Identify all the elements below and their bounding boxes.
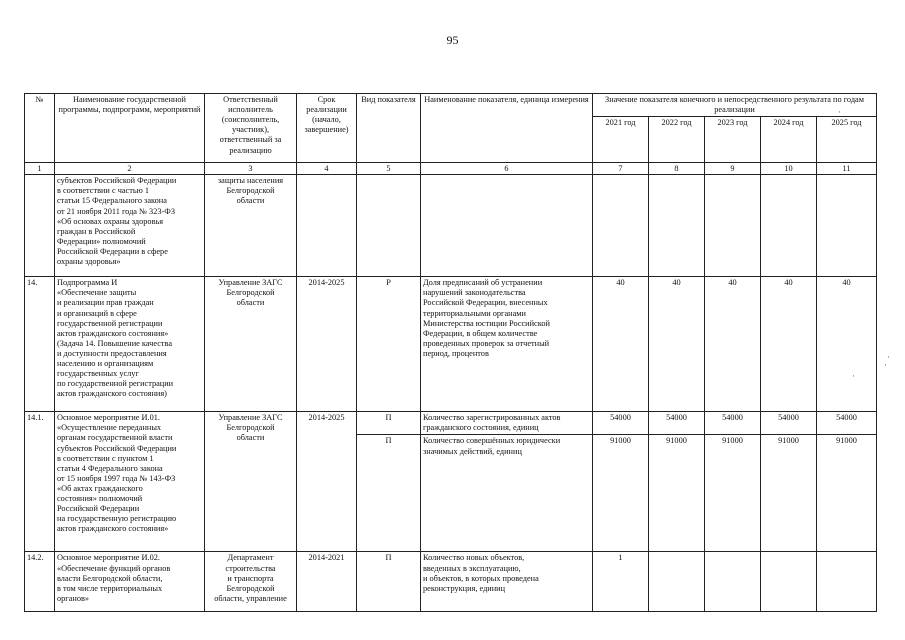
- column-number: 7: [593, 163, 649, 175]
- value-cell: 40: [817, 277, 877, 412]
- period-cell: 2014-2021: [297, 552, 357, 612]
- program-name-cell: Основное мероприятие И.02. «Обеспечение функций органов власти Белгородской области, в том числе территориальных органов»: [55, 552, 205, 612]
- indicator-table: [24, 93, 877, 612]
- responsible-cell: Управление ЗАГС Белгородской области: [205, 412, 297, 552]
- indicator-cell: Количество совершённых юридически значимых действий, единиц: [421, 435, 593, 552]
- value-cell: [593, 175, 649, 277]
- type-cell: Р: [357, 277, 421, 412]
- header-year-2023: 2023 год: [705, 117, 761, 163]
- value-cell: [649, 175, 705, 277]
- value-cell: [761, 175, 817, 277]
- indicator-cell: [421, 175, 593, 277]
- column-number: 5: [357, 163, 421, 175]
- type-cell: П: [357, 552, 421, 612]
- header-year-2022: 2022 год: [649, 117, 705, 163]
- margin-mark: ·: [838, 107, 841, 117]
- responsible-cell: Департамент строительства и транспорта Белгородской области, управление: [205, 552, 297, 612]
- column-number: 8: [649, 163, 705, 175]
- value-cell: 91000: [817, 435, 877, 552]
- subprogram-title: Подпрограмма И «Обеспечение защиты и реализации прав граждан и организаций в сфере государственной регистрации актов гражданского состояния»: [57, 278, 169, 338]
- header-values-group: Значение показателя конечного и непосредственного результата по годам реализации: [593, 94, 877, 117]
- column-number: 1: [25, 163, 55, 175]
- value-cell: [705, 175, 761, 277]
- indicator-cell: Количество новых объектов, введенных в эксплуатацию, и объектов, в которых проведена реконструкция, единиц: [421, 552, 593, 612]
- period-cell: 2014-2025: [297, 412, 357, 552]
- value-cell: 40: [705, 277, 761, 412]
- header-year-2024: 2024 год: [761, 117, 817, 163]
- value-cell: [649, 552, 705, 612]
- row-number: 14.2.: [25, 552, 55, 612]
- header-number: №: [25, 94, 55, 163]
- table-row: [25, 175, 877, 277]
- responsible-cell: защиты населения Белгородской области: [205, 175, 297, 277]
- value-cell: [817, 175, 877, 277]
- table-row: [25, 552, 877, 612]
- value-cell: 54000: [817, 412, 877, 435]
- indicator-cell: Доля предписаний об устранении нарушений законодательства Российской Федерации, внесенных территориальными органами Министерства юстиции Российской Федерации, в общем количестве проведенных проверок за отчетный период, процентов: [421, 277, 593, 412]
- value-cell: 54000: [705, 412, 761, 435]
- row-number: [25, 175, 55, 277]
- column-number: 10: [761, 163, 817, 175]
- page-number: 95: [446, 33, 459, 47]
- value-cell: 54000: [761, 412, 817, 435]
- table-row: [25, 277, 877, 412]
- period-cell: [297, 175, 357, 277]
- program-name-cell: субъектов Российской Федерации в соответствии с частью 1 статьи 15 Федерального закона от 21 ноября 2011 года № 323-ФЗ «Об основах охраны здоровья граждан в Российской Федерации» полномочий Российской Федерации в сфере охраны здоровья»: [55, 175, 205, 277]
- value-cell: 40: [649, 277, 705, 412]
- row-number: 14.: [25, 277, 55, 412]
- program-name-cell: [55, 277, 205, 412]
- value-cell: 40: [761, 277, 817, 412]
- column-number: 3: [205, 163, 297, 175]
- type-cell: П: [357, 435, 421, 552]
- column-number: 4: [297, 163, 357, 175]
- value-cell: [705, 552, 761, 612]
- value-cell: 40: [593, 277, 649, 412]
- type-cell: П: [357, 412, 421, 435]
- value-cell: 91000: [649, 435, 705, 552]
- table-header-row: [25, 94, 877, 117]
- margin-mark: ·: [887, 352, 890, 362]
- header-program-name: Наименование государственной программы, подпрограмм, мероприятий: [55, 94, 205, 163]
- column-number: 6: [421, 163, 593, 175]
- row-number: 14.1.: [25, 412, 55, 552]
- column-number: 11: [817, 163, 877, 175]
- column-number: 2: [55, 163, 205, 175]
- header-year-2025: 2025 год: [817, 117, 877, 163]
- indicator-cell: Количество зарегистрированных актов гражданского состояния, единиц: [421, 412, 593, 435]
- header-year-2021: 2021 год: [593, 117, 649, 163]
- value-cell: 54000: [649, 412, 705, 435]
- column-number: 9: [705, 163, 761, 175]
- value-cell: [761, 552, 817, 612]
- value-cell: [817, 552, 877, 612]
- subprogram-task: (Задача 14. Повышение качества и доступности предоставления населению и организациям государственных услуг по государственной регистрации актов гражданского состояния): [57, 338, 174, 399]
- value-cell: 91000: [761, 435, 817, 552]
- table-row: [25, 412, 877, 435]
- header-indicator-name: Наименование показателя, единица измерения: [421, 94, 593, 163]
- header-period: Срок реализации (начало, завершение): [297, 94, 357, 163]
- type-cell: [357, 175, 421, 277]
- header-responsible: Ответственный исполнитель (соисполнитель, участник), ответственный за реализацию: [205, 94, 297, 163]
- value-cell: 54000: [593, 412, 649, 435]
- value-cell: 91000: [705, 435, 761, 552]
- period-cell: 2014-2025: [297, 277, 357, 412]
- margin-mark: ·: [852, 371, 855, 381]
- column-number-row: [25, 163, 877, 175]
- value-cell: 1: [593, 552, 649, 612]
- margin-mark: ·: [884, 360, 887, 370]
- responsible-cell: Управление ЗАГС Белгородской области: [205, 277, 297, 412]
- value-cell: 91000: [593, 435, 649, 552]
- header-indicator-type: Вид показателя: [357, 94, 421, 163]
- program-name-cell: Основное мероприятие И.01. «Осуществление переданных органам государственной власти субъектов Российской Федерации в соответствии с пунктом 1 статьи 4 Федерального закона от 15 ноября 1997 года № 143-ФЗ «Об актах гражданского состояния» полномочий Российской Федерации на государственную регистрацию актов гражданского состояния»: [55, 412, 205, 552]
